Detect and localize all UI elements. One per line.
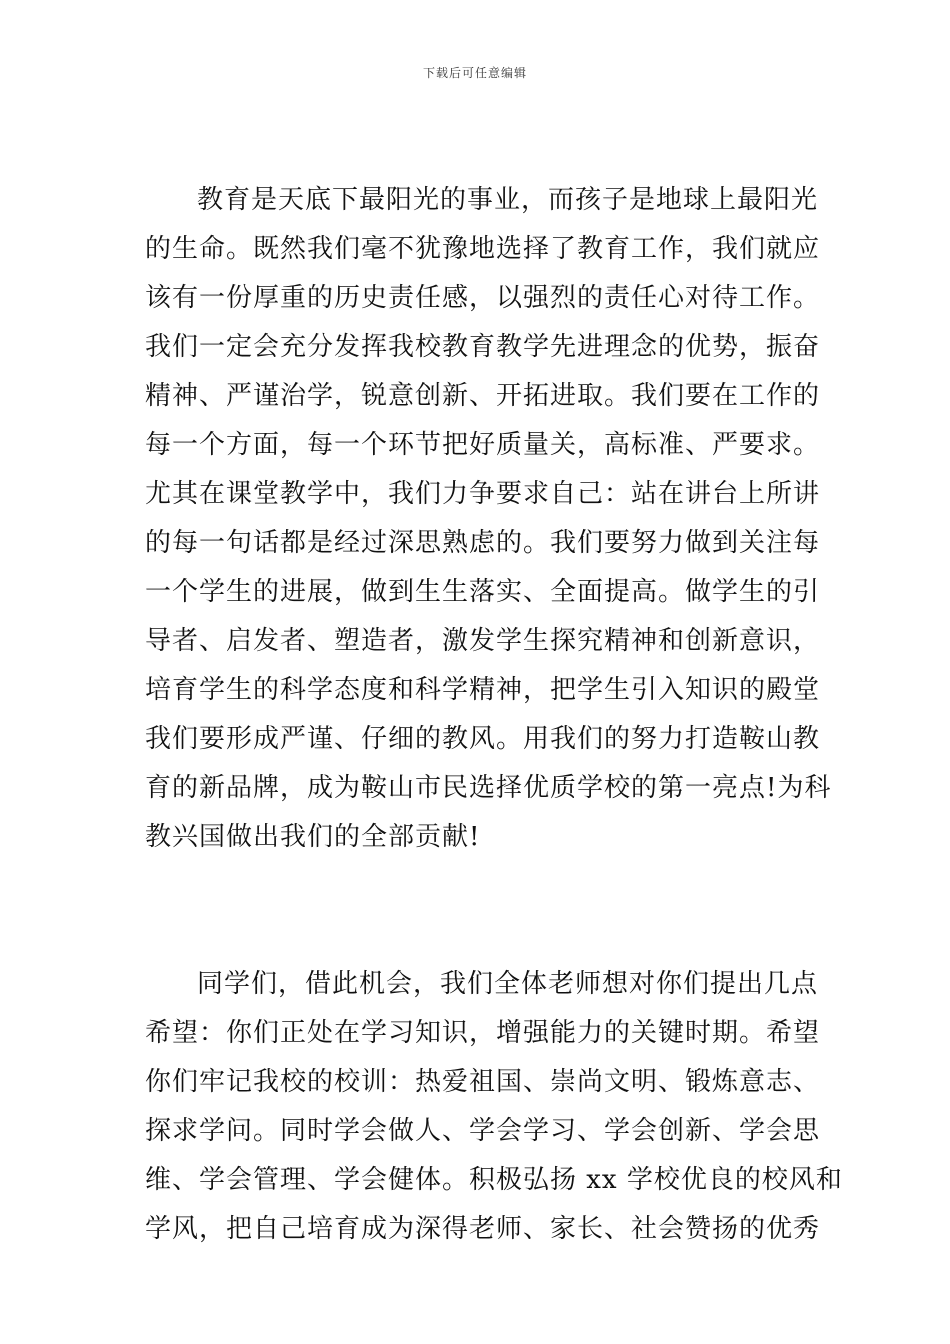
paragraph-line: 的生命。既然我们毫不犹豫地选择了教育工作，我们就应	[145, 234, 821, 264]
paragraph-spacer	[145, 911, 813, 960]
paragraph-line: 导者、启发者、塑造者，激发学生探究精神和创新意识，	[145, 626, 821, 656]
paragraph-line: 一个学生的进展，做到生生落实、全面提高。做学生的引	[145, 577, 821, 607]
paragraph-line: 精神、严谨治学，锐意创新、开拓进取。我们要在工作的	[145, 381, 821, 411]
document-body	[145, 176, 843, 1254]
paragraph-line: 探求学问。同时学会做人、学会学习、学会创新、学会思	[145, 1116, 821, 1146]
paragraph-line: 同学们，借此机会，我们全体老师想对你们提出几点	[197, 969, 819, 999]
paragraph-line: 每一个方面，每一个环节把好质量关，高标准、严要求。	[145, 430, 821, 460]
paragraph-line: 我们一定会充分发挥我校教育教学先进理念的优势，振奋	[145, 332, 821, 362]
paragraph-line: 尤其在课堂教学中，我们力争要求自己：站在讲台上所讲	[145, 479, 821, 509]
paragraph-spacer	[145, 862, 813, 911]
paragraph-line: 培育学生的科学态度和科学精神，把学生引入知识的殿堂	[145, 675, 821, 705]
paragraph-line: 的每一句话都是经过深思熟虑的。我们要努力做到关注每	[145, 528, 821, 558]
paragraph-line: 我们要形成严谨、仔细的教风。用我们的努力打造鞍山教	[145, 724, 821, 754]
paragraph-line: 教兴国做出我们的全部贡献!	[145, 822, 481, 852]
paragraph-line: 学风，把自己培育成为深得老师、家长、社会赞扬的优秀	[145, 1214, 821, 1244]
paragraph-line: 该有一份厚重的历史责任感，以强烈的责任心对待工作。	[145, 283, 821, 313]
paragraph-line: 维、学会管理、学会健体。积极弘扬 xx 学校优良的校风和	[145, 1165, 843, 1195]
paragraph-line: 教育是天底下最阳光的事业，而孩子是地球上最阳光	[197, 185, 819, 215]
paragraph-2	[145, 960, 843, 1254]
paragraph-line: 育的新品牌，成为鞍山市民选择优质学校的第一亮点!为科	[145, 773, 832, 803]
paragraph-line: 希望：你们正处在学习知识，增强能力的关键时期。希望	[145, 1018, 821, 1048]
paragraph-1	[145, 176, 832, 862]
page-header: 下载后可任意编辑	[422, 66, 527, 80]
paragraph-line: 你们牢记我校的校训：热爱祖国、崇尚文明、锻炼意志、	[145, 1067, 821, 1097]
